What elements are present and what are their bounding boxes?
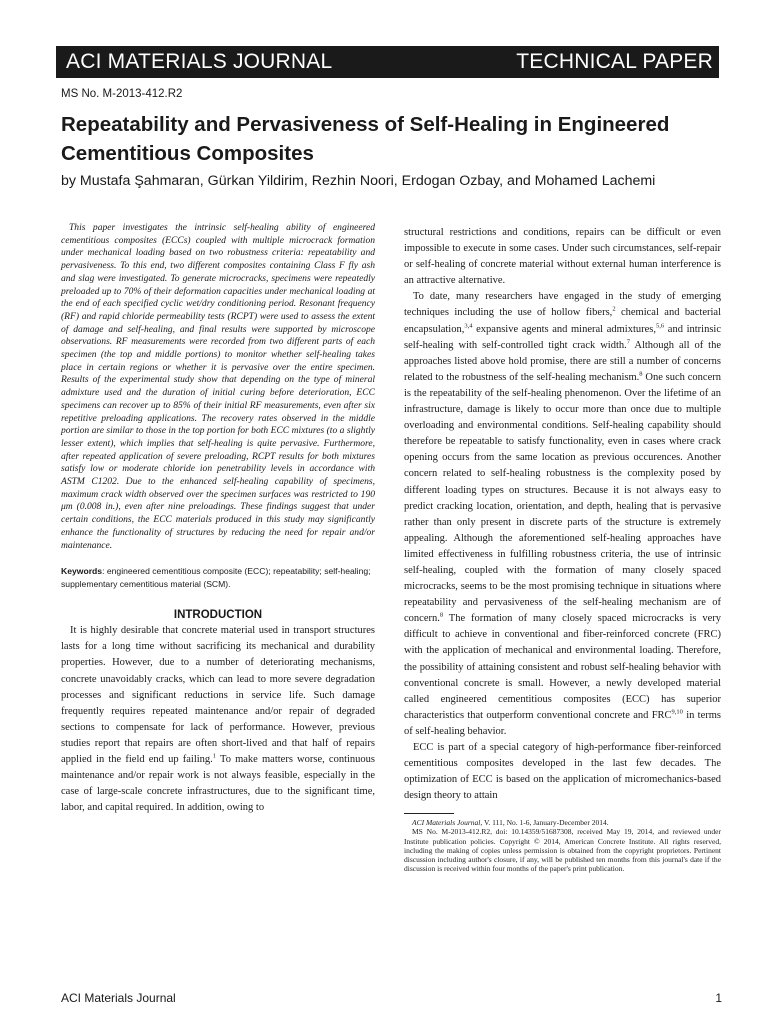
journal-name: ACI MATERIALS JOURNAL	[66, 50, 333, 73]
continued-paragraph: structural restrictions and conditions, repairs can be difficult or even impossible to execute in some cases. Under such circumstances, self-repair or self-healing of concrete material without external human interference is an attractive alternative.	[404, 227, 721, 287]
right-column	[404, 225, 721, 873]
footer-journal-name: ACI Materials Journal	[61, 991, 176, 1005]
reference-marker: 5,6	[656, 322, 665, 330]
ecc-paragraph: ECC is part of a special category of high-performance fiber-reinforced cementitious composites developed in the last few decades. The optimization of ECC is based on the application of micromechanics-based design theory to attain	[404, 742, 721, 802]
reference-marker: 2	[612, 305, 616, 313]
research-review-paragraph	[404, 289, 721, 740]
reference-marker: 9,10	[671, 708, 683, 716]
footnote-copyright: MS No. M-2013-412.R2, doi: 10.14359/51687308, received May 19, 2014, and reviewed under Institute publication policies. Copyright © 2014, American Concrete Institute. All rights reserved, including the making of copies unless permission is obtained from the copyright proprietors. Pertinent discussion including author's closure, if any, will be published ten months from this journal's date if the discussion is received within four months of the paper's print publication.	[404, 827, 721, 873]
left-column	[61, 222, 375, 816]
reference-marker: 1	[212, 752, 217, 760]
abstract: This paper investigates the intrinsic self-healing ability of engineered cementitious composites (ECCs) coupled with multiple microcrack formation under mechanical loading based on two robustness criteria: repeatability and pervasiveness. To this end, two different composites containing Class F fly ash and slag were investigated. To generate microcracks, specimens were repeatedly preloaded up to 70% of their deformation capacities under mechanical loading at the end of each specified cyclic wet/dry conditioning period. Resonant frequency (RF) and rapid chloride permeability tests (RCPT) were used to assess the extent of damage and self-healing, and final results were supported by microscope observations. RF measurements were recorded from two different parts of each specimen (the top and middle portions) to monitor whether self-healing takes place in certain regions or whether it is pervasive over the entire specimen. Results of the experimental study show that depending on the type of mineral admixture used and the duration of initial curing before deterioration, ECC specimens can recover up to 85% of their initial RF measurements, even after six repetitive preloading applications. The recovery rates observed in the middle portion are similar to those in the top portion for both ECC mixtures (to a slightly lesser extent), which implies that self-healing is quite pervasive. Furthermore, after repeated application of severe preloading, RCPT results for both mixtures satisfy low or moderate chloride ion penetrability levels in accordance with ASTM C1202. Due to the enhanced self-healing capability of specimens, maximum crack width observed over the specimen surfaces was restricted to 190 μm (0.008 in.), even after nine preloadings. These findings suggest that under certain conditions, the ECC materials produced in this study may significantly enhance the functionality of structures by reducing the need for repair and/or maintenance.	[61, 222, 375, 551]
para-text: expansive agents and mineral admixtures,	[472, 323, 657, 335]
paper-category: TECHNICAL PAPER	[516, 50, 713, 73]
reference-marker: 3,4	[464, 322, 473, 330]
keywords	[61, 565, 375, 590]
reference-marker: 7	[626, 338, 631, 346]
reference-marker: 8	[639, 370, 643, 378]
para-text: To date, many researchers have engaged in the study of emerging techniques including the use of hollow fibers,	[404, 291, 721, 319]
keywords-label: Keywords	[61, 566, 103, 577]
journal-banner	[56, 46, 719, 78]
author-list: by Mustafa Şahmaran, Gürkan Yildirim, Rezhin Noori, Erdogan Ozbay, and Mohamed Lachemi	[61, 173, 656, 189]
footnote-journal	[404, 818, 721, 827]
para-text: The formation of many closely spaced microcracks is very difficult to achieve in conventional and fiber-reinforced concrete (FRC) with the application of mechanical and environmental loading. Therefore, the possibility of attaining consistent and robust self-healing behavior with conventional concrete is small. However, a newly developed material called engineered cementitious composites (ECC) has superior characteristics that outperform conventional concrete and FRC	[404, 613, 721, 721]
reference-marker: 8	[439, 611, 444, 619]
footnote-journal-name: ACI Materials Journal	[412, 818, 481, 828]
para-text: Although all of the approaches listed above hold promise, there are still a number of concerns related to the robustness of the self-healing mechanism.	[404, 339, 721, 383]
keywords-text: : engineered cementitious composite (ECC); repeatability; self-healing; supplementary cementitious material (SCM).	[61, 566, 371, 589]
para-text: in terms of self-healing behavior.	[404, 709, 721, 737]
para-text: and intrinsic self-healing with self-controlled tight crack width.	[404, 323, 721, 351]
introduction-paragraph	[61, 623, 375, 816]
footnote-divider	[404, 813, 454, 814]
introduction-heading: INTRODUCTION	[173, 609, 263, 622]
para-text: chemical and bacterial encapsulation,	[404, 307, 721, 335]
para-text: One such concern is the repeatability of the self-healing phenomenon. Over the lifetime of an infrastructure, damage is likely to occur more than once due to multiple overloading and environmental conditions. Self-healing capability should therefore be repeatable to satisfy functionality, even in cases where crack opening occurs from the same location as previous occurences. Another concern related to self-healing robustness is the complexity posed by different loading types on structures. Because it is not always easy to predict cracking location, orientation, and depth, healing that is pervasive rather than only present in discrete parts of the structure is extremely appealing. Although the aforementioned self-healing approaches have limited effectiveness in fulfilling robustness criteria, the use of intrinsic self-healing, coupled with the formation of many closely spaced microcracks, seems to be the most promising technique in situations where repeatability and pervasiveness of the self-healing mechanism are of concern.	[404, 371, 721, 625]
manuscript-number: MS No. M-2013-412.R2	[61, 88, 183, 100]
footnote-volume: , V. 111, No. 1-6, January-December 2014.	[480, 818, 609, 828]
paper-title: Repeatability and Pervasiveness of Self-Healing in Engineered Cementitious Composites	[61, 113, 670, 165]
intro-text-b: To make matters worse, continuous maintenance and/or repair work is not always feasible, especially in the case of large-scale concrete infrastructures, due to the significant time, labor, and capital required. In addition, owing to	[61, 754, 376, 814]
page-number: 1	[715, 991, 722, 1005]
intro-text-a: It is highly desirable that concrete material used in transport structures lasts for a long time without sacrificing its mechanical and durability properties. However, due to a number of deteriorating mechanisms, concrete unavoidably cracks, which can lead to more severe degradation processes and significant reductions in service life. Such damage frequently requires repeated maintenance and/or repair of degraded sections to compensate for lack of performance. However, previous studies report that repairs are often short-lived and that half of repairs applied in the field end up failing.	[61, 625, 375, 766]
